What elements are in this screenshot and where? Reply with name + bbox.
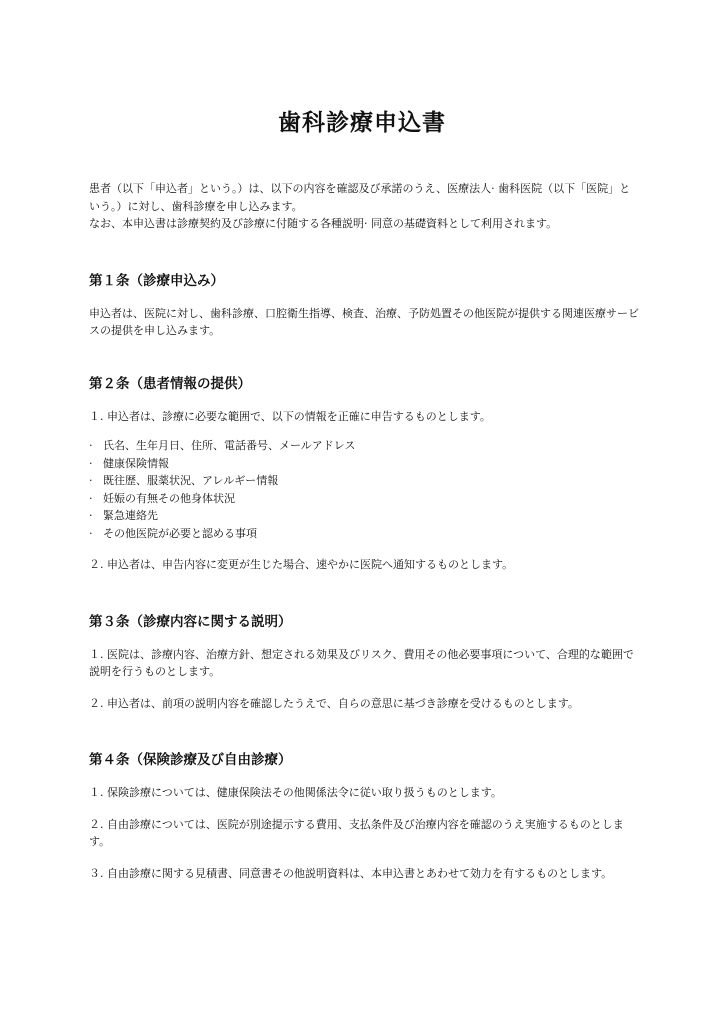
- bullet-mark: ·: [89, 509, 93, 522]
- list-item-text: 緊急連絡先: [103, 509, 158, 522]
- bullet-mark: ·: [89, 474, 93, 487]
- intro-paragraph: 患者（以下「申込者」という。）は、以下の内容を確認及び承諾のうえ、医療法人· 歯科医院（以下「医院」という。）に対し、歯科診療を申し込みます。: [89, 182, 631, 213]
- article-paragraph: ２. 申込者は、申告内容に変更が生じた場合、速やかに医院へ通知するものとします。: [89, 558, 514, 571]
- article-paragraph: １. 医院は、診療内容、治療方針、想定される効果及びリスク、費用その他必要事項について、合理的な範囲で説明を行うものとします。: [89, 647, 634, 678]
- article-heading: 第４条（保険診療及び自由診療）: [89, 752, 292, 768]
- article-paragraph: ２. 申込者は、前項の説明内容を確認したうえで、自らの意思に基づき診療を受けるものとします。: [89, 696, 579, 710]
- list-item-text: 既往歴、服薬状況、アレルギー情報: [103, 474, 279, 487]
- list-item-text: 氏名、生年月日、住所、電話番号、メールアドレス: [103, 439, 356, 452]
- list-item: [89, 507, 641, 525]
- article-paragraph: 申込者は、医院に対し、歯科診療、口腔衛生指導、検査、治療、予防処置その他医院が提供する関連医療サービスの提供を申し込みます。: [89, 306, 639, 337]
- bullet-mark: ·: [89, 456, 93, 470]
- intro-paragraph: なお、本申込書は診療契約及び診療に付随する各種説明· 同意の基礎資料として利用されます。: [89, 217, 558, 230]
- article-paragraph: １. 保険診療については、健康保険法その他関係法令に従い取り扱うものとします。: [89, 786, 502, 799]
- list-item: [89, 525, 641, 543]
- list-item: [89, 490, 641, 508]
- bullet-mark: ·: [89, 439, 93, 452]
- list-item-text: 妊娠の有無その他身体状況: [103, 491, 235, 505]
- list-item: [89, 437, 641, 455]
- list-item-text: その他医院が必要と認める事項: [103, 526, 257, 540]
- article-paragraph: １. 申込者は、診療に必要な範囲で、以下の情報を正確に申告するものとします。: [89, 409, 491, 423]
- article-2: [89, 374, 641, 574]
- article-paragraph: ２. 自由診療については、医院が別途提示する費用、支払条件及び治療内容を確認のうえ実施するものとします。: [89, 817, 624, 848]
- article-heading: 第１条（診療申込み）: [89, 272, 224, 289]
- article-heading: 第３条（診療内容に関する説明）: [89, 613, 292, 630]
- article-4: [89, 750, 641, 882]
- article-3: [89, 612, 641, 713]
- article-paragraph: ３. 自由診療に関する見積書、同意書その他説明資料は、本申込書とあわせて効力を有するものとします。: [89, 866, 613, 880]
- list-item: [89, 472, 641, 490]
- bullet-mark: ·: [89, 491, 93, 505]
- bullet-mark: ·: [89, 526, 93, 540]
- patient-info-list: [89, 437, 641, 542]
- list-item-text: 健康保険情報: [103, 456, 169, 470]
- document-body: [89, 180, 641, 882]
- document-title: 歯科診療申込書: [278, 110, 446, 136]
- intro-section: [89, 180, 641, 233]
- article-heading: 第２条（患者情報の提供）: [89, 375, 251, 392]
- article-1: [89, 271, 641, 340]
- list-item: [89, 455, 641, 473]
